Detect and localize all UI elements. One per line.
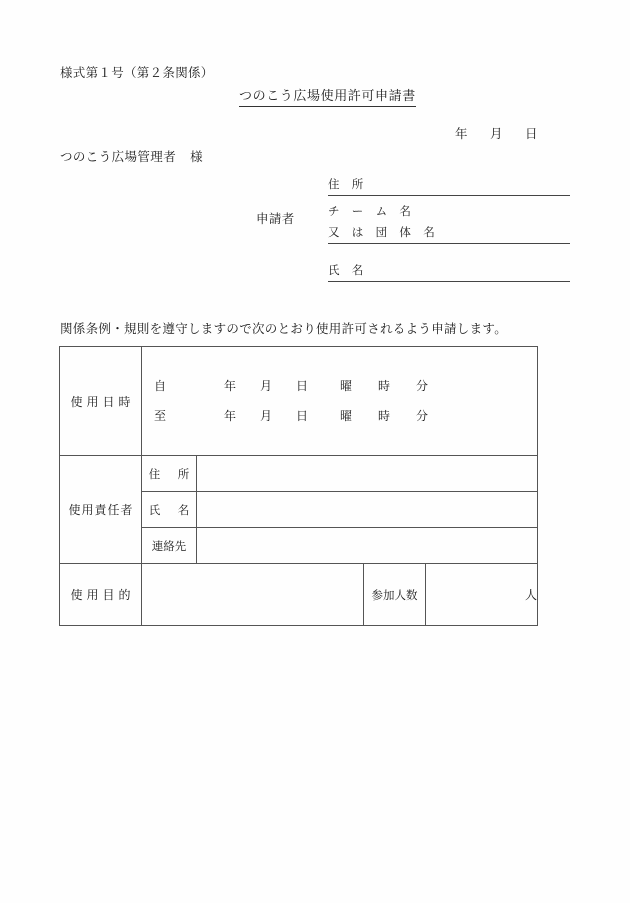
applicant-label: 申請者 <box>256 211 295 226</box>
statement-text: 関係条例・規則を遵守しますので次のとおり使用許可されるよう申請します。 <box>60 321 508 336</box>
label-purpose: 使用目的 <box>60 564 142 626</box>
applicant-group-label: 又 は 団 体 名 <box>328 225 436 239</box>
addressee-name: つのこう広場管理者 <box>60 149 177 164</box>
cell-purpose-value[interactable] <box>142 564 364 626</box>
applicant-team-label-row <box>328 203 570 219</box>
datetime-to-minute: 分 <box>416 409 429 423</box>
date-year: 年 <box>455 126 469 141</box>
applicant-group-field[interactable] <box>328 224 570 244</box>
datetime-from-day: 日 <box>296 379 309 393</box>
participants-unit: 人 <box>525 588 538 602</box>
date-month: 月 <box>490 126 504 141</box>
cell-participants-value[interactable] <box>426 564 538 626</box>
applicant-team-label: チ ー ム 名 <box>328 204 412 218</box>
label-responsible: 使用責任者 <box>60 456 142 564</box>
cell-responsible-name[interactable] <box>197 492 538 528</box>
label-responsible-contact: 連絡先 <box>142 528 197 564</box>
date-line <box>455 124 538 142</box>
cell-responsible-contact[interactable] <box>197 528 538 564</box>
table-row-responsible-address <box>60 456 538 492</box>
datetime-from-year: 年 <box>224 379 237 393</box>
datetime-to-day: 日 <box>296 409 309 423</box>
datetime-to-year: 年 <box>224 409 237 423</box>
label-participants: 参加人数 <box>364 564 426 626</box>
datetime-from-prefix: 自 <box>154 379 167 393</box>
cell-use-datetime-content[interactable] <box>142 347 538 456</box>
label-use-datetime: 使用日時 <box>60 347 142 456</box>
label-responsible-name: 氏 名 <box>142 492 197 528</box>
applicant-address-label: 住 所 <box>328 177 364 191</box>
datetime-to-month: 月 <box>260 409 273 423</box>
datetime-to-weekday: 曜 <box>340 409 353 423</box>
label-responsible-address: 住 所 <box>142 456 197 492</box>
date-day: 日 <box>525 126 539 141</box>
datetime-from-month: 月 <box>260 379 273 393</box>
datetime-to-prefix: 至 <box>154 409 167 423</box>
form-number: 様式第１号（第２条関係） <box>60 65 214 80</box>
applicant-name-label: 氏 名 <box>328 263 364 277</box>
datetime-from-hour: 時 <box>378 379 391 393</box>
table-row-use-datetime <box>60 347 538 456</box>
addressee-honorific: 様 <box>190 149 204 164</box>
datetime-to-hour: 時 <box>378 409 391 423</box>
application-table <box>59 346 538 626</box>
cell-responsible-address[interactable] <box>197 456 538 492</box>
addressee <box>60 147 203 165</box>
datetime-to-line <box>154 401 537 431</box>
applicant-address-field[interactable] <box>328 176 570 196</box>
datetime-from-minute: 分 <box>416 379 429 393</box>
datetime-from-weekday: 曜 <box>340 379 353 393</box>
table-row-purpose <box>60 564 538 626</box>
applicant-name-field[interactable] <box>328 262 570 282</box>
datetime-from-line <box>154 371 537 401</box>
document-title: つのこう広場使用許可申請書 <box>239 85 416 107</box>
